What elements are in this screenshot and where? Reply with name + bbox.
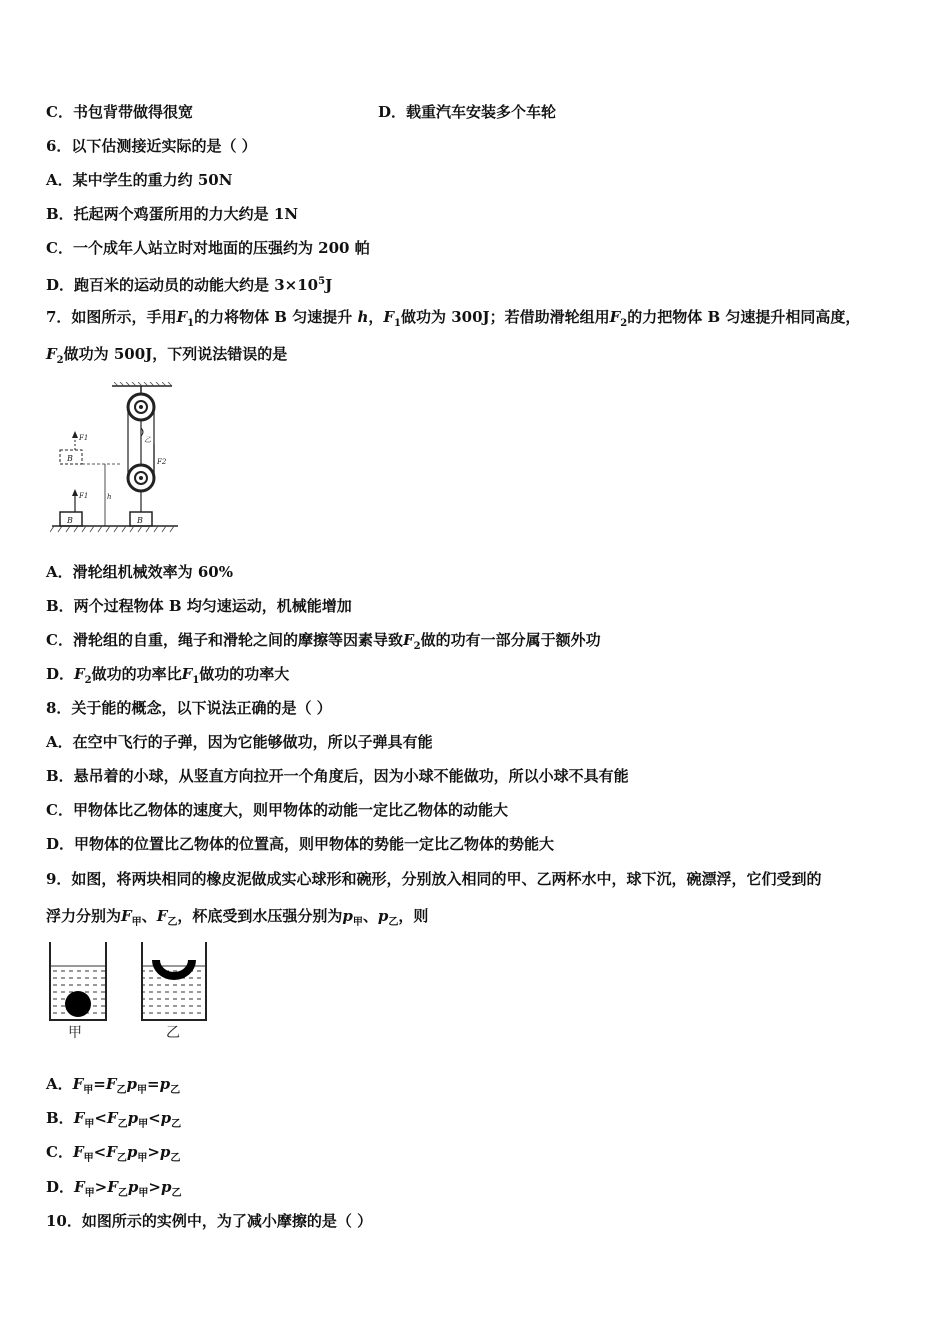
q7-option-c — [46, 630, 601, 657]
q7-option-b: B．两个过程物体 B 均匀速运动，机械能增加 — [46, 597, 352, 615]
subscript-jia: 甲 — [84, 1119, 95, 1130]
q6-option-d-unit: J — [325, 276, 333, 294]
q9-option-c — [46, 1142, 180, 1169]
q6-option-d-text: D．跑百米的运动员的动能大约是 3×10 — [46, 276, 319, 294]
q7-option-a: A．滑轮组机械效率为 60% — [46, 563, 233, 581]
subscript-yi: 乙 — [388, 917, 399, 928]
force-symbol: F — [74, 665, 85, 683]
pressure-symbol: p — [160, 1178, 172, 1196]
force-symbol: F — [73, 1109, 85, 1127]
force-symbol: F — [609, 308, 621, 326]
q6-option-b: B．托起两个鸡蛋所用的力大约是 1N — [46, 205, 299, 223]
q7-stem-line2 — [46, 344, 287, 371]
force-symbol: F — [121, 907, 132, 925]
q7-option-text: 做功的功率比 — [91, 665, 182, 683]
operator: = — [93, 1075, 106, 1093]
q10-stem: 10．如图所示的实例中，为了减小摩擦的是（ ） — [46, 1212, 373, 1230]
force-symbol: F — [74, 1178, 85, 1196]
force-symbol: F — [72, 1075, 84, 1093]
q8-stem: 8．关于能的概念，以下说法正确的是（ ） — [46, 699, 332, 717]
operator: > — [94, 1178, 108, 1196]
force-symbol: F — [176, 308, 188, 326]
q9-stem-line1: 9．如图，将两块相同的橡皮泥做成实心球形和碗形，分别放入相同的甲、乙两杯水中，球下沉，碗漂浮，它们受到的 — [46, 870, 822, 888]
q5-option-c: C．书包背带做得很宽 — [46, 103, 193, 121]
force-symbol: F — [402, 631, 414, 649]
q8-option-b: B．悬吊着的小球，从竖直方向拉开一个角度后，因为小球不能做功，所以小球不具有能 — [46, 767, 629, 785]
force-symbol: F — [383, 308, 395, 326]
subscript-yi: 乙 — [171, 1188, 182, 1199]
force-symbol: F — [105, 1075, 117, 1093]
subscript-yi: 乙 — [170, 1085, 181, 1096]
pressure-symbol: p — [159, 1075, 171, 1093]
force-symbol: F — [181, 665, 193, 683]
subscript-jia: 甲 — [138, 1188, 149, 1199]
cup-yi-label: 乙 — [166, 1024, 180, 1040]
subscript-yi: 乙 — [167, 917, 178, 928]
pressure-symbol: p — [127, 1109, 139, 1127]
force-subscript: 2 — [84, 675, 92, 686]
label-f1: F1 — [79, 492, 89, 500]
pulley-diagram — [50, 382, 180, 536]
label-f1: F1 — [79, 434, 89, 442]
q7-text: 的力把物体 B 匀速提升相同高度， — [627, 308, 861, 326]
pressure-symbol: p — [342, 907, 353, 925]
q9-text: ，则 — [398, 907, 429, 925]
option-label: C． — [46, 1143, 73, 1161]
q7-text: 的力将物体 B 匀速提升 — [194, 308, 353, 326]
q7-text: 做功为 300J；若借助滑轮组用 — [400, 308, 610, 326]
force-symbol: F — [156, 907, 168, 925]
pressure-symbol: p — [160, 1109, 172, 1127]
subscript-yi: 乙 — [170, 1153, 181, 1164]
subscript-jia: 甲 — [131, 917, 142, 928]
operator: > — [148, 1178, 161, 1196]
subscript-jia: 甲 — [352, 917, 363, 928]
q8-option-c: C．甲物体比乙物体的速度大，则甲物体的动能一定比乙物体的动能大 — [46, 801, 508, 819]
q6-option-c: C．一个成年人站立时对地面的压强约为 200 帕 — [46, 239, 370, 257]
q6-option-a: A．某中学生的重力约 50N — [46, 171, 233, 189]
cups-diagram — [44, 940, 214, 1040]
q7-option-text: C．滑轮组的自重，绳子和滑轮之间的摩擦等因素导致 — [46, 631, 403, 649]
operator: < — [148, 1109, 161, 1127]
operator: = — [147, 1075, 160, 1093]
subscript-jia: 甲 — [138, 1119, 149, 1130]
pressure-symbol: p — [127, 1178, 139, 1196]
q7-stem-line1 — [46, 307, 860, 334]
subscript-jia: 甲 — [137, 1085, 148, 1096]
subscript-yi: 乙 — [116, 1153, 127, 1164]
option-label: A． — [46, 1075, 73, 1093]
q9-option-b — [46, 1108, 181, 1135]
force-symbol: F — [106, 1143, 117, 1161]
block-b-label: B — [67, 454, 73, 463]
force-subscript: 2 — [56, 355, 64, 366]
option-label: B． — [46, 1109, 74, 1127]
label-f2: F2 — [157, 458, 167, 466]
q6-option-d-exponent: 5 — [318, 276, 326, 287]
force-subscript: 1 — [187, 318, 195, 329]
q9-text: 、 — [141, 907, 157, 925]
force-symbol: F — [72, 1143, 84, 1161]
q9-option-a — [46, 1074, 180, 1101]
operator: < — [93, 1143, 107, 1161]
q9-option-d — [46, 1177, 181, 1204]
q9-text: 、 — [362, 907, 378, 925]
q7-option-text: 做功的功率大 — [199, 665, 290, 683]
q7-option-d — [46, 664, 289, 691]
height-label: h — [107, 493, 112, 501]
q9-text: 浮力分别为 — [46, 907, 122, 925]
pulley-label-yi: 乙 — [144, 436, 151, 444]
force-symbol: F — [46, 345, 57, 363]
pressure-symbol: p — [126, 1143, 138, 1161]
force-subscript: 1 — [192, 675, 200, 686]
operator: > — [147, 1143, 160, 1161]
q7-option-text: D． — [46, 665, 75, 683]
force-symbol: F — [106, 1109, 118, 1127]
subscript-yi: 乙 — [117, 1119, 128, 1130]
force-subscript: 2 — [413, 641, 421, 652]
q9-stem-line2 — [46, 906, 428, 933]
q7-option-text: 做的功有一部分属于额外功 — [420, 631, 601, 649]
force-subscript: 2 — [620, 318, 628, 329]
block-b-label: B — [137, 516, 143, 525]
subscript-jia: 甲 — [137, 1153, 148, 1164]
force-symbol: F — [107, 1178, 118, 1196]
q8-option-a: A．在空中飞行的子弹，因为它能够做功，所以子弹具有能 — [46, 733, 433, 751]
q7-text: 7．如图所示，手用 — [46, 308, 177, 326]
block-b-label: B — [67, 516, 73, 525]
q6-option-d — [46, 272, 332, 295]
q8-option-d: D．甲物体的位置比乙物体的位置高，则甲物体的势能一定比乙物体的势能大 — [46, 835, 555, 853]
subscript-yi: 乙 — [117, 1188, 128, 1199]
subscript-jia: 甲 — [83, 1085, 94, 1096]
height-symbol: h — [357, 308, 369, 326]
pressure-symbol: p — [126, 1075, 138, 1093]
operator: < — [94, 1109, 107, 1127]
cup-jia-label: 甲 — [68, 1024, 82, 1040]
pressure-symbol: p — [159, 1143, 171, 1161]
subscript-jia: 甲 — [83, 1153, 94, 1164]
subscript-yi: 乙 — [116, 1085, 127, 1096]
subscript-jia: 甲 — [84, 1188, 95, 1199]
q7-text: 做功为 500J，下列说法错误的是 — [63, 345, 288, 363]
q9-text: ，杯底受到水压强分别为 — [177, 907, 343, 925]
q5-option-d: D．载重汽车安装多个车轮 — [378, 103, 557, 121]
force-subscript: 1 — [394, 318, 401, 329]
q7-text: ， — [368, 308, 384, 326]
option-label: D． — [46, 1178, 75, 1196]
q6-stem: 6．以下估测接近实际的是（ ） — [46, 137, 257, 155]
pressure-symbol: p — [377, 907, 389, 925]
subscript-yi: 乙 — [171, 1119, 182, 1130]
